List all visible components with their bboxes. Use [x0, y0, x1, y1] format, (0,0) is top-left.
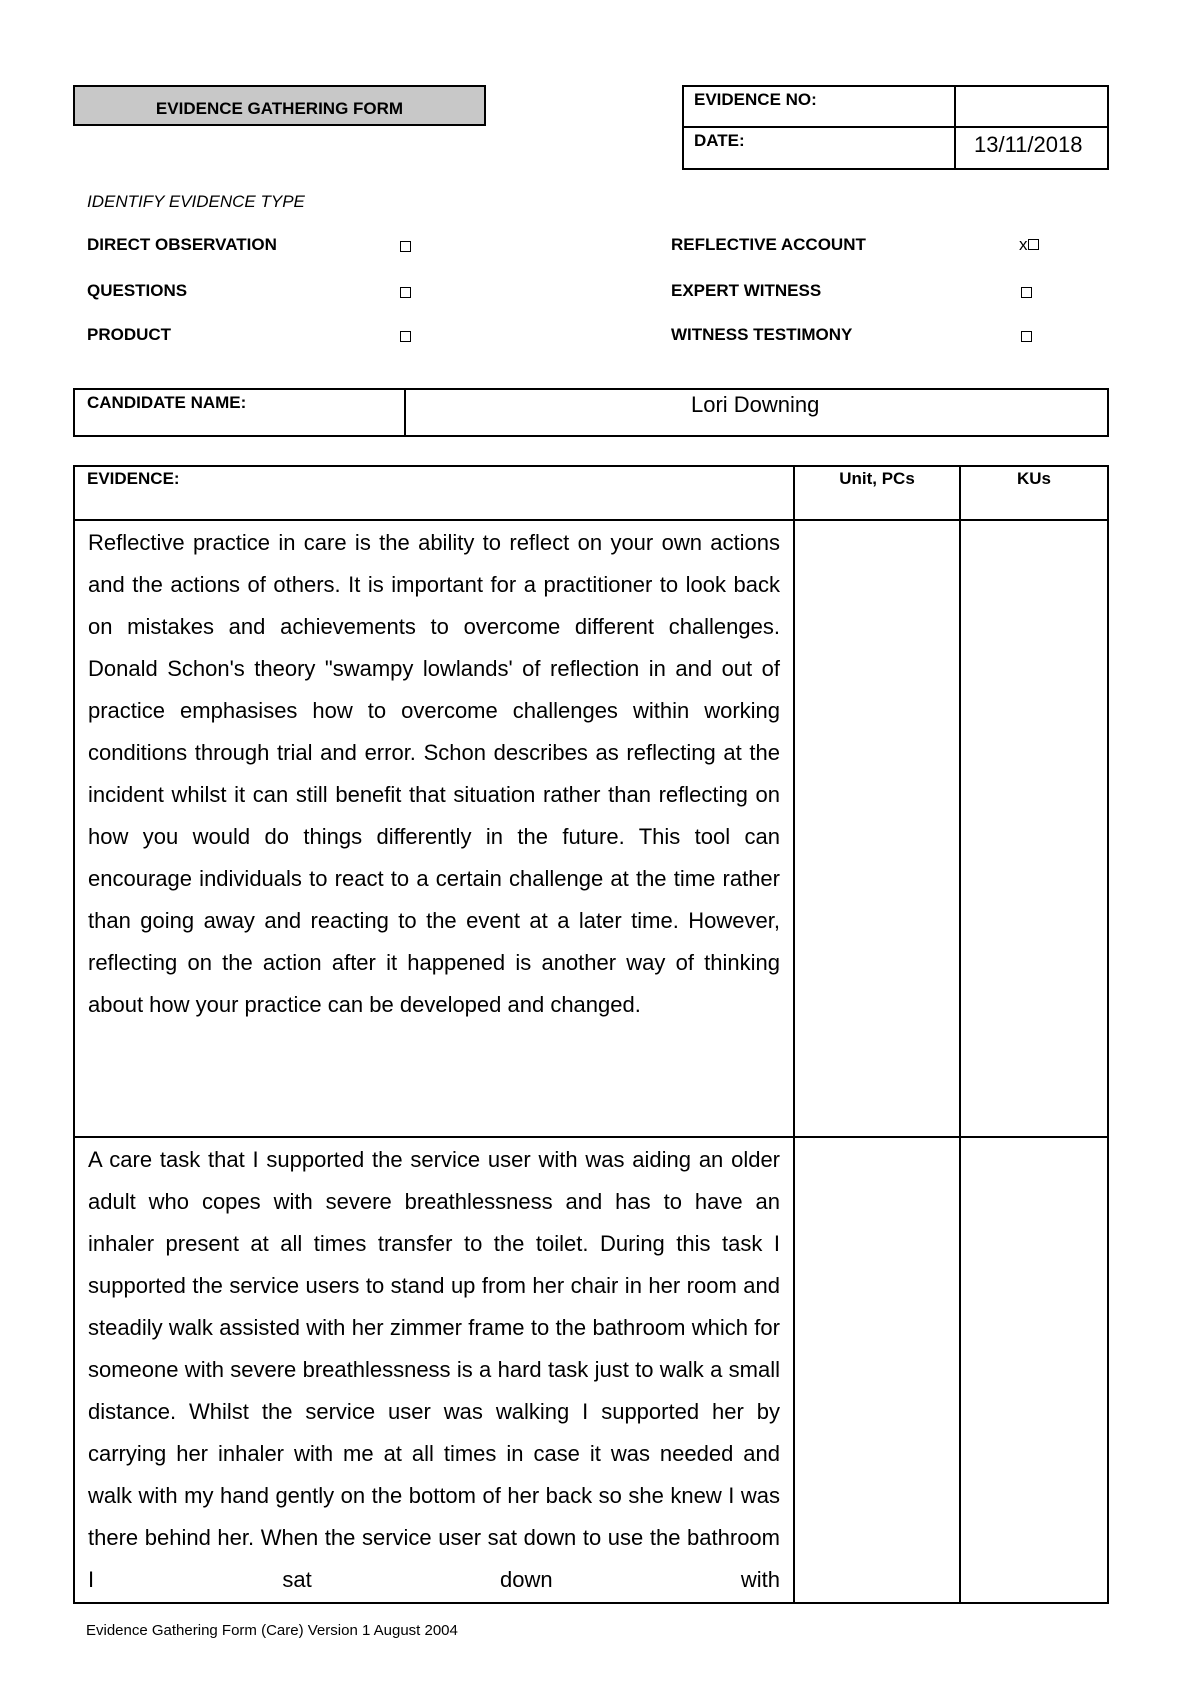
page-footer: Evidence Gathering Form (Care) Version 1 August 2004: [86, 1622, 458, 1639]
evidence-cell[interactable]: [74, 1137, 794, 1603]
checkbox-direct-observation[interactable]: [400, 237, 411, 257]
checkbox-icon: [400, 287, 411, 298]
evidence-no-label: EVIDENCE NO:: [683, 86, 955, 127]
type-label-reflective-account: REFLECTIVE ACCOUNT: [671, 235, 866, 254]
checkbox-product[interactable]: [400, 327, 411, 347]
checkbox-witness-testimony[interactable]: [1021, 327, 1032, 347]
kus-cell[interactable]: [960, 1137, 1108, 1603]
evidence-meta-table: [682, 85, 1109, 170]
type-label-expert-witness: EXPERT WITNESS: [671, 281, 822, 300]
unit-pcs-column-header: Unit, PCs: [794, 466, 960, 520]
candidate-name-label: CANDIDATE NAME:: [74, 389, 405, 436]
checkbox-questions[interactable]: [400, 283, 411, 303]
checkbox-icon: [400, 331, 411, 342]
evidence-no-field[interactable]: [955, 86, 1108, 127]
kus-column-header: KUs: [960, 466, 1108, 520]
type-label-direct-observation: DIRECT OBSERVATION: [87, 235, 277, 254]
form-title: EVIDENCE GATHERING FORM: [73, 85, 486, 126]
type-label-witness-testimony: WITNESS TESTIMONY: [671, 325, 853, 344]
type-label-questions: QUESTIONS: [87, 281, 188, 300]
checkbox-icon: [1021, 331, 1032, 342]
evidence-paragraph: Reflective practice in care is the ability to reflect on your own actions and the actions of others. It is important for a practitioner to look back on mistakes and achievements to overcome different challenges. Donald Schon's theory "swampy lowlands' of reflection in and out of practice emphasises how to overcome challenges within working conditions through trial and error. Schon describes as reflecting at the incident whilst it can still benefit that situation rather than reflecting on how you would do things differently in the future. This tool can encourage individuals to react to a certain challenge at the time rather than going away and reacting to the event at a later time. However, reflecting on the action after it happened is another way of thinking about how your practice can be developed and changed.: [88, 530, 780, 1017]
unit-pcs-cell[interactable]: [794, 1137, 960, 1603]
checkbox-reflective-account[interactable]: x: [1019, 235, 1039, 255]
evidence-column-header: EVIDENCE:: [74, 466, 794, 520]
checkbox-icon: [400, 241, 411, 252]
evidence-paragraph: A care task that I supported the service user with was aiding an older adult who copes with severe breathlessness and has to have an inhaler present at all times transfer to the toilet. During this task I supported the service users to stand up from her chair in her room and steadily walk assisted with her zimmer frame to the bathroom which for someone with severe breathlessness is a hard task just to walk a small distance. Whilst the service user was walking I supported her by carrying her inhaler with me at all times in case it was needed and walk with my hand gently on the bottom of her back so she knew I was there behind her. When the service user sat down to use the bathroom I sat down with: [88, 1147, 780, 1592]
checkbox-expert-witness[interactable]: [1021, 283, 1032, 303]
kus-cell[interactable]: [960, 520, 1108, 1137]
evidence-cell[interactable]: [74, 520, 794, 1137]
table-row: [74, 520, 1108, 1137]
evidence-type-heading: IDENTIFY EVIDENCE TYPE: [87, 192, 305, 211]
unit-pcs-cell[interactable]: [794, 520, 960, 1137]
candidate-name-field[interactable]: Lori Downing: [405, 389, 1108, 436]
checkbox-icon: [1021, 287, 1032, 298]
evidence-table: [73, 465, 1109, 1604]
table-row: [74, 1137, 1108, 1603]
type-label-product: PRODUCT: [87, 325, 172, 344]
candidate-table: [73, 388, 1109, 437]
checkbox-icon: [1028, 239, 1039, 250]
date-label: DATE:: [683, 127, 955, 169]
date-field[interactable]: 13/11/2018: [955, 127, 1108, 169]
